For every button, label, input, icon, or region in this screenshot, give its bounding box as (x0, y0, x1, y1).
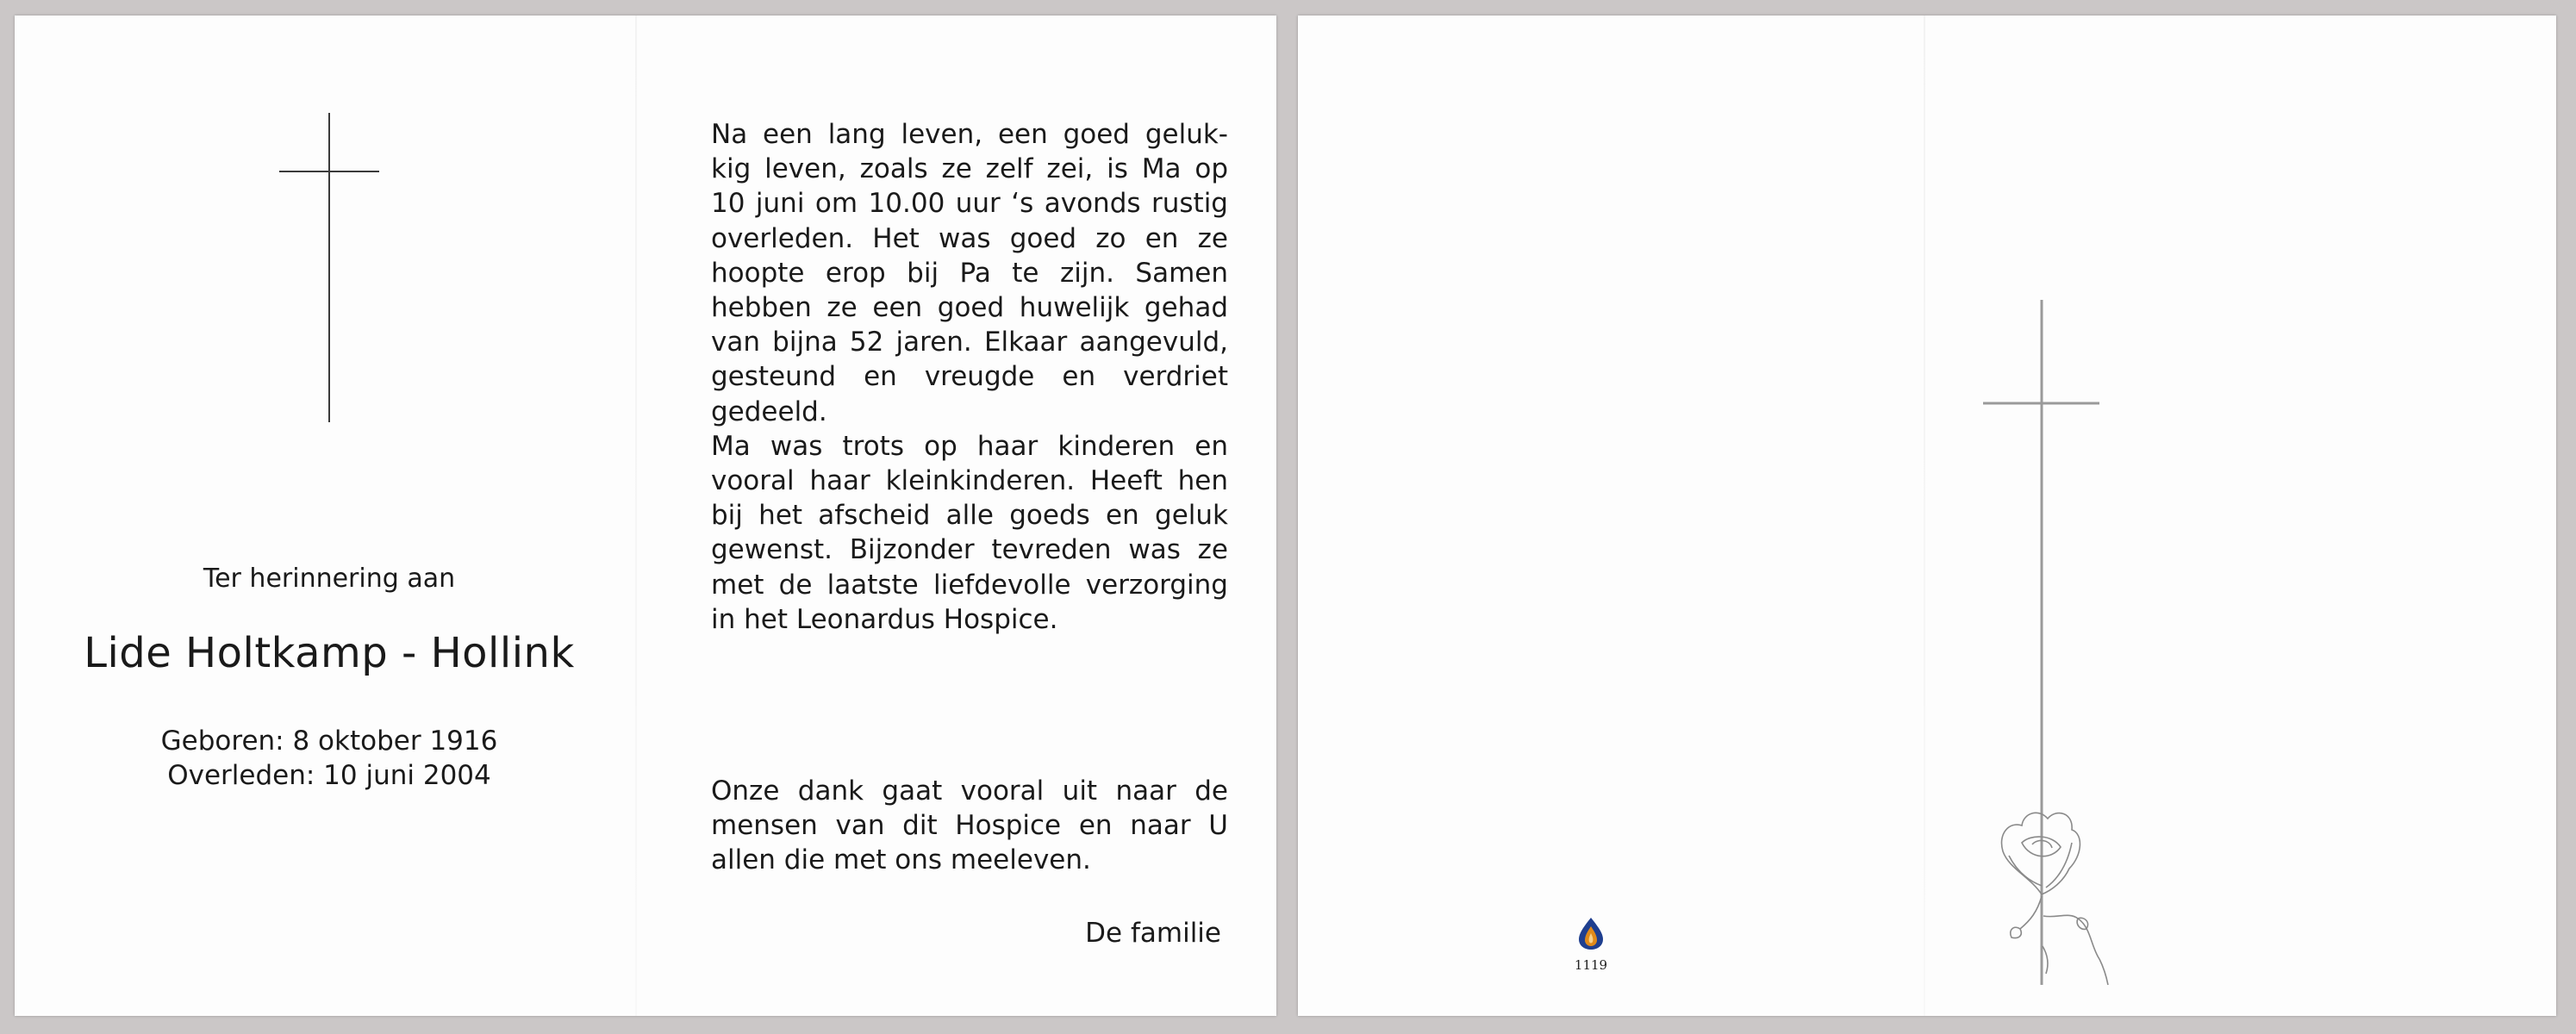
cross-icon-vertical (328, 113, 330, 422)
cross-icon-horizontal (279, 171, 379, 172)
memorial-text-line: vooral haar kleinkinderen. Heeft hen (711, 465, 1228, 497)
memorial-text-line: Na een lang leven, een goed geluk- (711, 119, 1228, 150)
thanks-text (711, 774, 1228, 878)
memorial-text-line: overleden. Het was goed zo en ze (711, 222, 1228, 254)
remembrance-label: Ter herinnering aan (203, 564, 456, 594)
memorial-card-inner-spread (15, 16, 1276, 1016)
printer-number: 1119 (1574, 957, 1608, 973)
memorial-text-line: 10 juni om 10.00 uur ‘s avonds rustig (711, 188, 1228, 220)
card-fold-line (635, 16, 637, 1016)
memorial-text-line: Ma was trots op haar kinderen en (711, 430, 1228, 462)
signature: De familie (1085, 918, 1221, 949)
memorial-text-line: in het Leonardus Hospice. (711, 603, 1058, 635)
memorial-text-line: bij het afscheid alle goeds en geluk (711, 500, 1228, 532)
birth-date: Geboren: 8 oktober 1916 (160, 726, 498, 757)
memorial-text-line: gedeeld. (711, 396, 827, 427)
memorial-text-line: kig leven, zoals ze zelf zei, is Ma op (711, 153, 1228, 185)
thanks-text-line: mensen van dit Hospice en naar U (711, 810, 1228, 842)
death-date: Overleden: 10 juni 2004 (167, 760, 491, 791)
deceased-name: Lide Holtkamp - Hollink (84, 629, 575, 677)
memorial-text-line: hebben ze een goed huwelijk gehad (711, 292, 1228, 324)
printer-logo-icon (1574, 916, 1608, 950)
memorial-text-line: met de laatste liefdevolle verzorging (711, 569, 1228, 601)
memorial-text-line: hoopte erop bij Pa te zijn. Samen (711, 257, 1228, 289)
thanks-text-line: Onze dank gaat vooral uit naar de (711, 776, 1228, 807)
memorial-text-line: gesteund en vreugde en verdriet (711, 361, 1228, 393)
memorial-card-outer-spread (1298, 16, 2556, 1016)
memorial-text-line: van bijna 52 jaren. Elkaar aangevuld, (711, 327, 1228, 358)
thanks-text-line: allen die met ons meeleven. (711, 844, 1091, 876)
memorial-text-line: gewenst. Bijzonder tevreden was ze (711, 534, 1228, 566)
memorial-text (711, 117, 1228, 637)
card-fold-line (1924, 16, 1925, 1016)
cross-with-rose-icon (1970, 274, 2143, 1016)
